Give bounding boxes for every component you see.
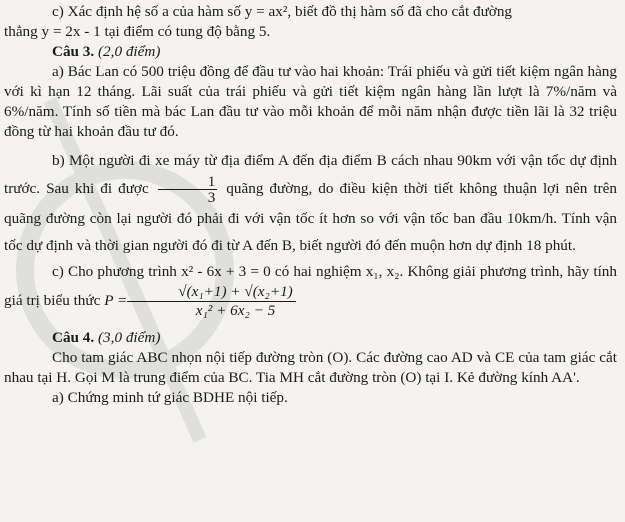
q4-intro: Cho tam giác ABC nhọn nội tiếp đường tròn (O). Các đường cao AD và CE của tam giác cắt nhau tại H. Gọi M là trung điểm của BC. Tia MH cắt đường tròn (O) tại I. Kẻ đường kính AA'. (4, 349, 617, 386)
expression-p-label: P = (104, 291, 128, 309)
q2-part-c-cont: thẳng y = 2x - 1 tại điểm có tung độ bằng 5. (4, 23, 271, 40)
q2-part-c: c) Xác định hệ số a của hàm số y = ax², biết đồ thị hàm số đã cho cắt đường (52, 3, 513, 20)
q4-heading (4, 328, 617, 348)
expression-p-denominator: x₁² + 6x₂ − 5 (195, 302, 276, 319)
fraction-one-third: $\frac{1}{3}$ (158, 174, 218, 205)
expression-p-fraction (127, 283, 295, 320)
q4-score: (3,0 điểm) (98, 329, 161, 346)
q3-heading (4, 42, 617, 62)
q3-title: Câu 3. (52, 43, 95, 60)
function-expression: y = ax² (244, 3, 288, 20)
q3-part-c: c) Cho phương trình x² - 6x + 3 = 0 có hai nghiệm x₁, x₂. Không giải phương trình, hãy tính giá trị biểu thức P = $\frac{\text{√(x₁+1) + √(x₂+1)}}{\text{x₁² + 6x₂ − 5}}$ (4, 263, 617, 319)
expression-p-numerator: √(x₁+1) + √(x₂+1) (127, 283, 295, 302)
q3-score: (2,0 điểm) (98, 43, 161, 60)
q4-title: Câu 4. (52, 329, 95, 346)
line-expression: y = 2x - 1 (41, 23, 101, 40)
quadratic-equation: x² - 6x + 3 = 0 (181, 263, 271, 280)
q3-part-b: b) Một người đi xe máy từ địa điểm A đến địa điểm B cách nhau 90km với vận tốc dự định trước. Sau khi đi được $\frac{1}{3}$ quãng đường, do điều kiện thời tiết không thuận lợi nên trên quãng đường còn lại người đó phải đi với vận tốc ít hơn so với vận tốc ban đầu 10km/h. Tính vận tốc dự định và thời gian người đó đi từ A đến B, biết người đó đến muộn hơn dự định 18 phút. (4, 152, 617, 254)
q3-part-a: a) Bác Lan có 500 triệu đồng để đầu tư vào hai khoản: Trái phiếu và gửi tiết kiệm ngân hàng với kì hạn 12 tháng. Lãi suất của trái phiếu và gửi tiết kiệm ngân hàng lần lượt là 7%/năm và 6%/năm. Tính số tiền mà bác Lan đầu tư vào mỗi khoản để mỗi năm nhận được tiền lãi là 32 triệu đồng từ hai khoản đầu tư đó. (4, 63, 617, 140)
q4-part-a: a) Chứng minh tứ giác BDHE nội tiếp. (52, 389, 288, 406)
